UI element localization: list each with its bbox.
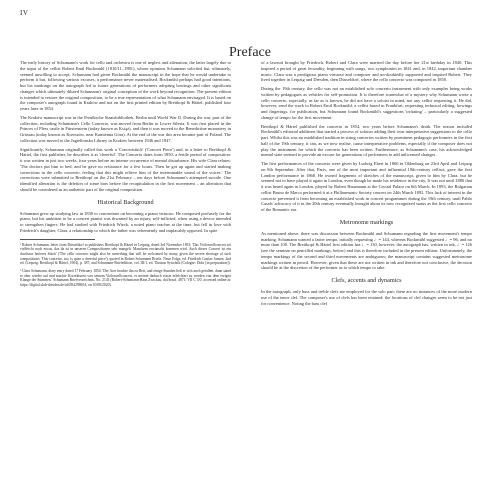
paragraph: In the autograph, only bass and treble clefs are employed for the solo part; there are no instances of the more modern use of the tenor clef. The composer's use of clefs has been retained: the locations of clef changes seem to be not just for convenience. Noting the bass clef — [261, 289, 472, 306]
left-column — [20, 60, 231, 291]
section-heading: Clefs, accents and dynamics — [331, 277, 402, 284]
right-column — [261, 60, 472, 309]
paragraph: Schumann grew up studying law in 1830 to concentrate on becoming a piano virtuoso. He composed profusely for the piano, but his ambition to be a concert pianist was thwarted by an injury, self-inflicted, when using a device intended to strengthen fingers. He had studied with Friedrich Wieck, a noted piano teacher at the time, but fell in love with Friedrich's daughter, Clara, a relationship to which the father was vehemently and implacably opposed. In spite — [20, 210, 231, 233]
footnote-divider — [20, 239, 95, 240]
section-heading: Historical Background — [97, 198, 154, 206]
section-heading: Metronome markings — [339, 218, 394, 226]
footnote: ² Clara Schumann, diary entry dated 17 February 1854: 'Der Arzt brachte ihn zu Bett, und einige Stunden ließ er sich auch gefallen, dann stand er aber wieder auf und machte Korrekturen von seinem Violoncellconcert, er meinte dadurch etwas erleichtert zu werden von dem ewigen Klange der Stimmen.' Schumann Briefverzeichnis, No. 2141 (Robert-Schumann-Haus Zwickau, doi/brsaf. 4871/ VII C 3/0, accessed online at: https://digital.slub-dresden.de/id4394298654, on 10/08/2020). — [20, 269, 231, 288]
paragraph: The Kraków manuscript was in the Preußische Staatsbibliothek, Berlin until World War II. During the war, part of the collection, including Schumann's Cello Concerto, was moved from Berlin to Lower Silesia. It was first placed in the Princes of Pless castle in Fürstenstein (today known as Książ), and then it was moved to the Benedictine monastery in Grüssau (today known as Krzeszów, near Kamienna Góra). At the end of the war this area became part of Poland. The collection was moved to the Jagiellonska Library in Kraków between 1946 and 1947. — [20, 114, 231, 143]
footnote: ¹ Robert Schumann, letter from Düsseldorf to publishers Breitkopf & Härtel in Leipzig, dated 3rd November 1853: 'Das Violoncellconcert sei vielleicht noch etwas, das da ist in unseren Compositionen sehr mangelt. Manchem erwünscht kommen wird. Auch dieses Concert ist ein durchaus heiteres Stück' ('The cello concerto might also be something that will be welcomed by many, given the severe shortage of such compositions. This concerto, too, is quite a cheerful piece'), quoted in Robert Schumann Briefe. Neue Folge, ed. Friedrich Gustav Jansen, 2nd ed. (Leipzig: Breitkopf & Härtel, 1904), p. 387; and Schumann-Briefedition, vol. III/1, ed. Thomas Synofzik (Cologne: Dohr [in preparation]). — [20, 242, 231, 266]
paragraph: As mentioned above, there was discussion between Bockmühl and Schumann regarding the first movement's tempo marking. Schumann wanted a faster tempo, initially requesting ♩= 144, whereas Bockmühl suggested ♩= 96, and no more than 100. The Breitkopf & Härtel first edition has ♩= 130, however, the autograph has, written in ink, ♩= 126 (see the seminar on pencilled markings, below) and this is therefore included in the present edition. Unfortunately, the tempo markings of the second and third movements are ambiguous; the manuscript contains suggested metronome markings written in pencil. However, given that these are not written in ink and therefore not conclusive, the decision should be at the discretion of the performer as to which tempo to take. — [261, 230, 472, 271]
page-title: Preface — [229, 45, 271, 61]
paragraph: The first performances of the concerto were given by Ludwig Ebert in 1860 in Oldenburg on 23rd April and Leipzig on 8th September. After that, Paris, one of the most important and influential 19th-century cellists, gave the first London performance in 1868. He owned fragments of sketches of the manuscript, given to him by Clara, but he seemed not to have played it again in London, even though he made his residence in the city. It was not until 1880 that it was heard again in London, played by Robert Hausmann at the Crystal Palace on 6th March. In 1893, the Bulgarian cellist Bruno de Marco performed it at a Philharmonic Society concert on 24th March 1892. This lack of interest in the concerto prevented it from becoming an established work in concert programmes during the 19th century, until Pablo Casals' advocacy of it in the 20th century eventually brought about its now recognized status as the first cello concerto of the Romantic era. — [261, 161, 472, 212]
paragraph: Breitkopf & Härtel published the concerto in 1854, two years before Schumann's death. The reason included Bockmühl's editorial additions that started a process of soloists adding their own interpretative suggestions to the cello part. Whilst this was an established tradition in string concertos written by prominent pedagogic performers in the first half of the 19th century, it can, as we now realise, cause interpretative problems, especially if the composer does not play the instrument for which the concerto has been written. Furthermore, as Schumann's case, his acknowledged mental state seemed to provide an excuse for generations of performers to add unlicensed changes. — [261, 123, 472, 158]
paragraph: During the 19th century, the cello was not an established solo concerto instrument with only examples being works written by pedagogues as vehicles for self-promotion. It is therefore somewhat of a mystery why Schumann wrote a cello concerto, especially, as far as is known, he did not have a soloist in mind, not any cellist requesting it. He did, however, send the work to Robert Emil Bockmühl, a cellist based in Frankfurt, requesting technical editing, bowings and fingerings, for publication, but Schumann found Bockmühl's suggestions 'irritating' – particularly a suggested change of tempo for the first movement. — [261, 86, 472, 120]
paragraph: The early history of Schumann's work for cello and orchestra is one of neglect and alienation, the latter largely due to the input of the cellist Robert Emil Bockmühl (1810/11–1881), whose opinions Schumann solicited but, ultimately, seemed unwilling to accept. Schumann had given Bockmühl the manuscript in the hope that he would undertake to perform it but, following various excuses, a performance never materialised. Bockmühl perhaps had good intentions, but his markings on the autograph led to future generations of performers adopting bowings and other significant changes which ultimately diluted Schumann's original conception of the work beyond recognition. The present edition is intended to restore the original composition, to be a true representation of what Schumann envisaged. It is based on the composer's autograph found in Kraków and not on the first printed edition by Breitkopf & Härtel, published four years later in 1854. — [20, 60, 231, 111]
paragraph: Significantly, Schumann originally called this work a 'Concertstück' ('Concert Piece') and, in a letter to Breitkopf & Härtel, the first publisher, he describes it as 'cheerful'. The Concerto dates from 1850, a fertile period of composition: it was written in just two weeks, four years before an intense occurrence of mental disturbance. His wife Clara relates: 'The doctors put him to bed, and he gave no resistance for a few hours. Then he got up again and started making corrections in the cello concerto, feeling that this might relieve him of the interminable sound of the voices.' The corrections were submitted to Breitkopf on the 21st February – ten days before Schumann's attempted suicide. One identified alteration is the deletion of some bars before the recapitulation in the first movement – an alteration that should be considered as an authentic part of the original composition. — [20, 146, 231, 192]
page-number: IV — [20, 9, 29, 17]
paragraph: of a lawsuit brought by Friedrich, Robert and Clara were married the day before her 21st birthday in 1840. This inspired a period of great fecundity, beginning with songs, two symphonies in 1841 and, in 1842, important chamber music. Clara was a prodigious piano virtuoso and composer and un-doubtedly supported and inspired Robert. They lived together in Leipzig and Dresden, then Düsseldorf, where the cello concerto was composed in 1850. — [261, 60, 472, 83]
